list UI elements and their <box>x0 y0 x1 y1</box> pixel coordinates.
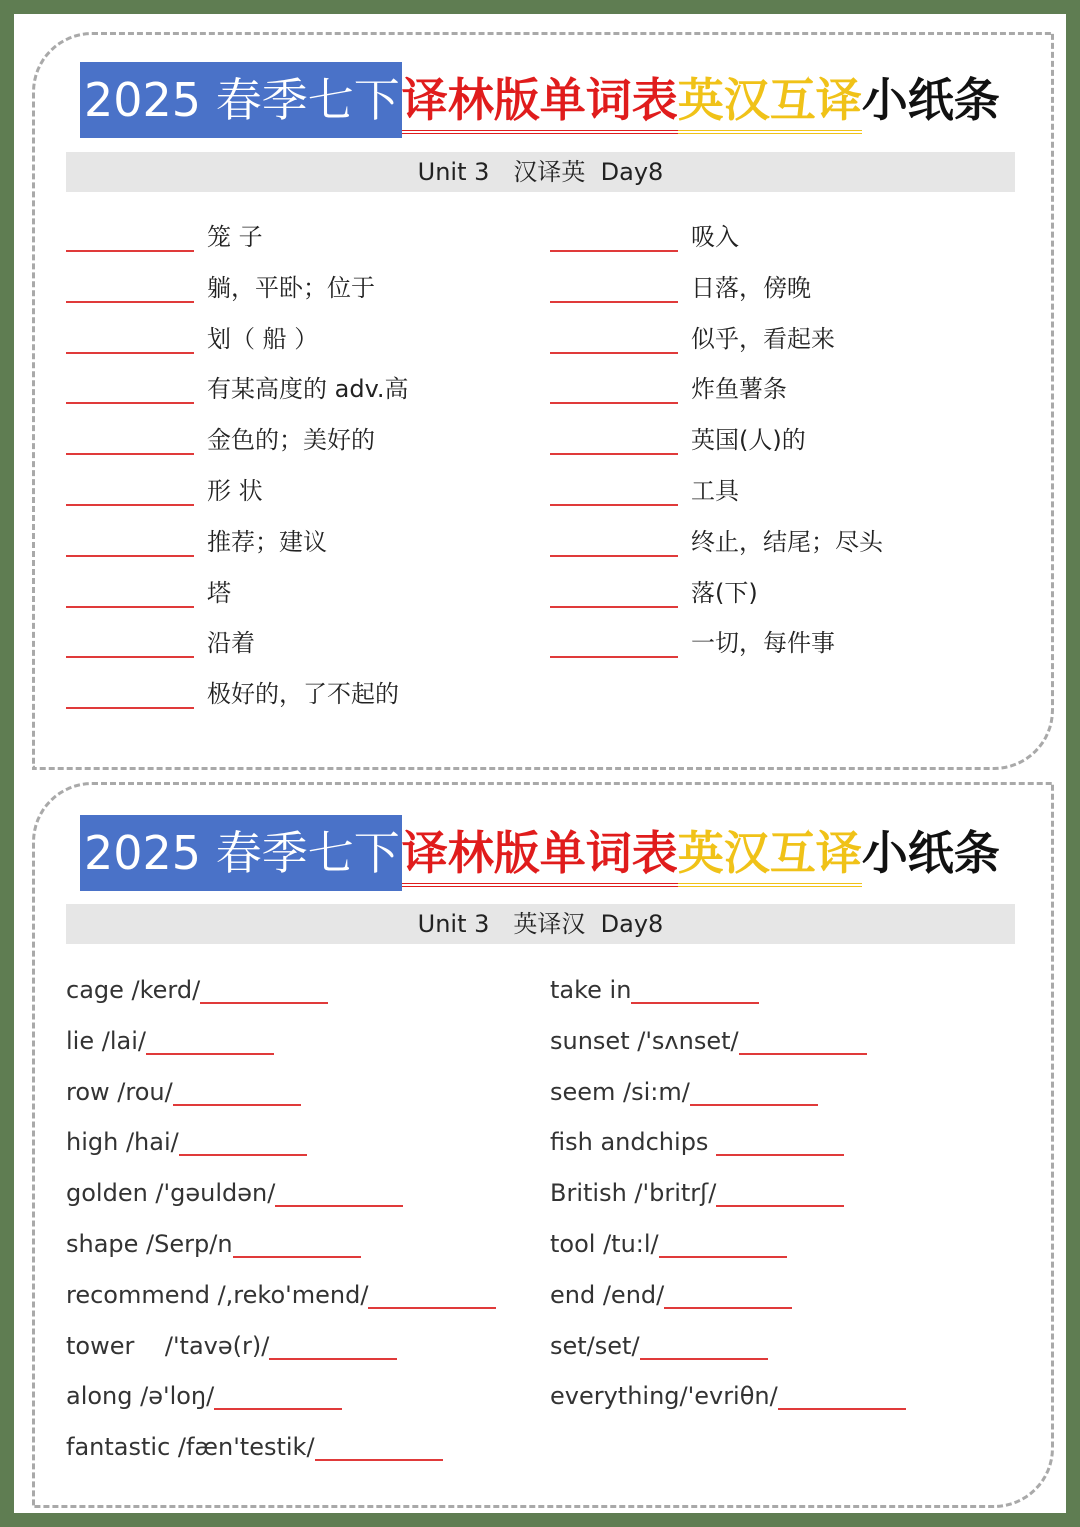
vocab-word: high /hai/ <box>66 1128 179 1157</box>
answer-blank[interactable] <box>275 1179 403 1207</box>
vocab-meaning: 躺，平卧；位于 <box>207 273 375 302</box>
answer-blank[interactable] <box>179 1128 307 1156</box>
answer-blank[interactable] <box>66 529 194 557</box>
vocab-meaning: 金色的；美好的 <box>207 426 375 455</box>
vocab-meaning: 终止，结尾；尽头 <box>691 527 883 556</box>
answer-blank[interactable] <box>716 1128 844 1156</box>
vocab-word: seem /si:m/ <box>550 1077 690 1106</box>
vocab-row <box>550 263 811 303</box>
vocab-row <box>550 1370 906 1410</box>
answer-blank[interactable] <box>550 580 678 608</box>
answer-blank[interactable] <box>716 1179 844 1207</box>
vocab-row <box>550 212 739 252</box>
vocab-row <box>66 466 263 506</box>
vocab-word: cage /kerd/ <box>66 976 201 1004</box>
answer-blank[interactable] <box>640 1332 768 1360</box>
vocab-meaning: 笼 子 <box>207 223 263 251</box>
vocab-word: everything/'evriθn/ <box>550 1382 778 1411</box>
vocab-word: lie /lai/ <box>66 1026 146 1055</box>
vocab-row <box>550 415 806 455</box>
vocab-row <box>66 212 263 252</box>
vocab-row <box>66 1320 397 1360</box>
vocab-row <box>66 1218 361 1258</box>
answer-blank[interactable] <box>550 275 678 303</box>
vocab-meaning: 极好的，了不起的 <box>207 680 399 709</box>
answer-blank[interactable] <box>66 478 194 506</box>
title-part-note: 小纸条 <box>861 73 1000 127</box>
vocab-word: take in <box>550 976 632 1004</box>
vocab-word: tower /'tavə(r)/ <box>66 1331 270 1360</box>
answer-blank[interactable] <box>550 529 678 557</box>
vocab-word: along /ə'loŋ/ <box>66 1382 215 1411</box>
vocab-meaning: 英国(人)的 <box>691 426 806 455</box>
vocab-row <box>550 1320 768 1360</box>
answer-blank[interactable] <box>66 224 194 252</box>
section-heading: Unit 3 汉译英 Day8 <box>66 152 1015 192</box>
answer-blank[interactable] <box>66 376 194 404</box>
vocab-word: end /end/ <box>550 1280 665 1309</box>
vocab-row <box>66 364 409 404</box>
answer-blank[interactable] <box>690 1078 818 1106</box>
vocab-row <box>66 1269 496 1309</box>
vocab-row <box>550 1116 844 1156</box>
answer-blank[interactable] <box>146 1027 274 1055</box>
vocab-row <box>66 1116 307 1156</box>
vocab-word: row /rou/ <box>66 1077 173 1106</box>
vocab-row <box>66 669 399 709</box>
vocab-word: shape /Serp/n <box>66 1230 233 1258</box>
vocab-meaning: 推荐；建议 <box>207 527 327 556</box>
vocab-row <box>550 1167 844 1207</box>
title-part-translate: 英汉互译 <box>678 66 862 134</box>
vocab-row <box>550 1066 818 1106</box>
vocab-meaning: 吸入 <box>691 223 739 251</box>
answer-blank[interactable] <box>214 1382 342 1410</box>
vocab-word: tool /tu:l/ <box>550 1230 659 1258</box>
vocab-word: fantastic /fæn'testik/ <box>66 1433 315 1462</box>
answer-blank[interactable] <box>550 326 678 354</box>
vocab-meaning: 一切，每件事 <box>691 629 835 658</box>
answer-blank[interactable] <box>778 1382 906 1410</box>
vocab-row <box>550 618 835 658</box>
title-part-year: 2025 春季七下 <box>80 815 402 891</box>
page-title <box>80 62 1000 138</box>
answer-blank[interactable] <box>233 1230 361 1258</box>
vocab-row <box>66 1167 403 1207</box>
answer-blank[interactable] <box>66 427 194 455</box>
vocab-word: sunset /'sʌnset/ <box>550 1026 739 1055</box>
vocab-meaning: 划（ 船 ） <box>207 324 319 353</box>
section-heading: Unit 3 英译汉 Day8 <box>66 904 1015 944</box>
answer-blank[interactable] <box>550 376 678 404</box>
vocab-row <box>550 517 883 557</box>
vocab-row <box>66 517 327 557</box>
vocab-meaning: 沿着 <box>207 629 255 658</box>
vocab-row <box>550 568 758 608</box>
answer-blank[interactable] <box>550 478 678 506</box>
vocab-word: set/set/ <box>550 1331 640 1360</box>
vocab-word: recommend /,reko'mend/ <box>66 1280 369 1309</box>
answer-blank[interactable] <box>550 224 678 252</box>
vocab-row <box>550 1269 792 1309</box>
answer-blank[interactable] <box>315 1433 443 1461</box>
vocab-row <box>550 364 787 404</box>
vocab-row <box>66 1421 443 1461</box>
vocab-word: fish andchips <box>550 1128 717 1157</box>
answer-blank[interactable] <box>200 976 328 1004</box>
vocab-word: golden /'gəuldən/ <box>66 1179 276 1208</box>
vocab-meaning: 工具 <box>691 477 739 505</box>
title-part-wordlist: 译林版单词表 <box>402 819 678 887</box>
answer-blank[interactable] <box>631 976 759 1004</box>
vocab-meaning: 有某高度的 adv.高 <box>207 375 409 404</box>
vocab-row <box>550 466 739 506</box>
page-title <box>80 815 1000 891</box>
vocab-word: British /'britrʃ/ <box>550 1179 717 1208</box>
vocab-row <box>66 415 375 455</box>
answer-blank[interactable] <box>66 630 194 658</box>
vocab-row <box>66 568 231 608</box>
vocab-row <box>66 263 375 303</box>
vocab-row <box>66 1066 301 1106</box>
vocab-meaning: 落(下) <box>691 578 758 607</box>
answer-blank[interactable] <box>739 1027 867 1055</box>
title-part-year: 2025 春季七下 <box>80 62 402 138</box>
title-part-wordlist: 译林版单词表 <box>402 66 678 134</box>
answer-blank[interactable] <box>66 580 194 608</box>
vocab-row <box>66 618 255 658</box>
vocab-row <box>66 964 328 1004</box>
vocab-meaning: 日落，傍晚 <box>691 273 811 302</box>
vocab-row <box>66 1370 342 1410</box>
answer-blank[interactable] <box>550 427 678 455</box>
vocab-meaning: 形 状 <box>207 477 263 505</box>
vocab-row <box>66 314 318 354</box>
vocab-row <box>66 1015 274 1055</box>
answer-blank[interactable] <box>269 1332 397 1360</box>
answer-blank[interactable] <box>659 1230 787 1258</box>
title-part-translate: 英汉互译 <box>678 819 862 887</box>
answer-blank[interactable] <box>66 326 194 354</box>
vocab-meaning: 似乎，看起来 <box>691 324 835 353</box>
title-part-note: 小纸条 <box>861 826 1000 880</box>
vocab-row <box>550 1015 867 1055</box>
answer-blank[interactable] <box>368 1281 496 1309</box>
answer-blank[interactable] <box>66 681 194 709</box>
answer-blank[interactable] <box>173 1078 301 1106</box>
vocab-meaning: 塔 <box>207 578 231 607</box>
answer-blank[interactable] <box>550 630 678 658</box>
vocab-meaning: 炸鱼薯条 <box>691 375 787 404</box>
vocab-row <box>550 964 759 1004</box>
vocab-row <box>550 314 835 354</box>
answer-blank[interactable] <box>664 1281 792 1309</box>
answer-blank[interactable] <box>66 275 194 303</box>
vocab-row <box>550 1218 787 1258</box>
